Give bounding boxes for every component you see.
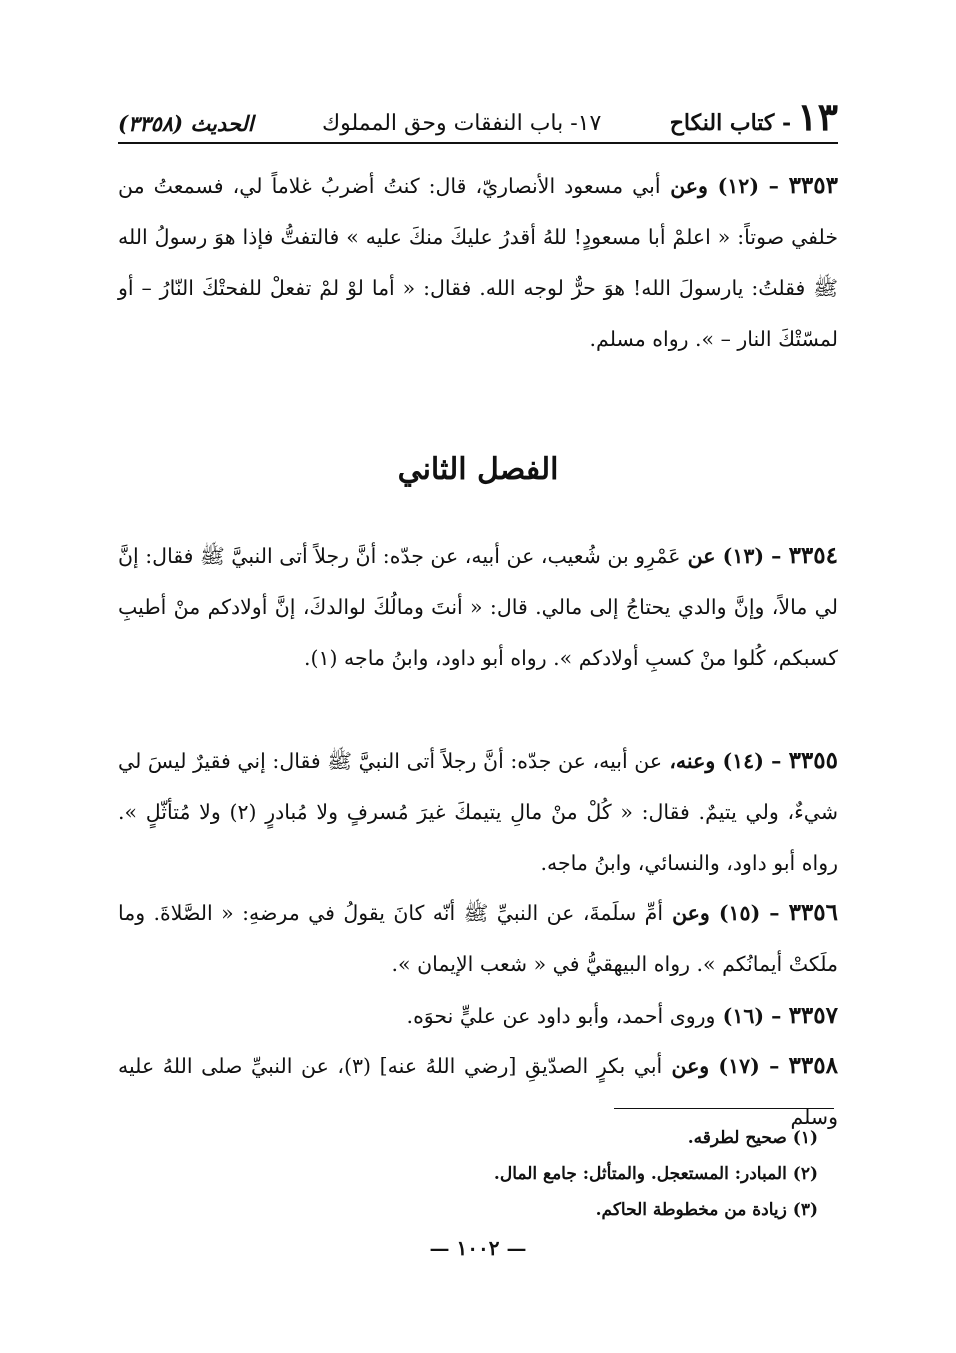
page-number: — ١٠٠٢ —	[429, 1236, 527, 1260]
chapter-heading	[669, 94, 838, 139]
hadith-text: عن أبيه، عن جدّه: أنَّ رجلاً أتى النبيَّ ﷺ فقال: إني فقيرٌ ليسَ لي شيءٌ، ولي يتيمٌ. فقال: « كُلْ منْ مالِ يتيمكَ غيرَ مُسرفٍ ولا مُبادرٍ (٢) ولا مُتأثّلٍ ». رواه أبو داود، والنسائي، وابنُ ماجه.	[118, 749, 838, 875]
hadith-3355	[118, 735, 838, 889]
hadith-number: ٣٣٥٧	[788, 1002, 838, 1029]
chapter-number: ١٣	[797, 94, 838, 139]
footnote-3: (٣) زيادة من مخطوطة الحاكم.	[595, 1200, 818, 1220]
hadith-text: عَمْرِو بن شُعيب، عن أبيه، عن جدّه: أنَّ رجلاً أتى النبيَّ ﷺ فقال: إنَّ لي مالاً، وإنَّ والدي يحتاجُ إلى مالي. قال: « أنتَ ومالُكَ لوالدكَ، إنَّ أولادكم منْ أطيبِ كسبكم، كُلوا منْ كسبِ أولادكم ». رواه أبو داود، وابنُ ماجه (١).	[118, 544, 838, 670]
page-header	[118, 92, 838, 144]
hadith-text: أبي مسعود الأنصاريّ، قال: كنتُ أضربُ غلاماً لي، فسمعتُ من خلفي صوتاً: « اعلمْ أبا مسعودٍ! للهُ أقدرُ عليكَ منكَ عليه » فالتفتُّ فإذا هوَ رسولُ الله ﷺ فقلتُ: يارسولَ الله! هوَ حرٌّ لوجه الله. فقال: « أما لوْ لمْ تفعلْ للفحتْكَ النّارُ – أو لمسّتْكَ النار – ». رواه مسلم.	[118, 174, 838, 351]
footnote-2: (٢) المبادر: المستعجل. والمتأثل: جامع المال.	[493, 1164, 818, 1184]
hadith-range: الحديث (٣٣٥٨)	[118, 111, 254, 136]
hadith-number: ٣٣٥٥	[788, 747, 838, 774]
hadith-text: أمِّ سلَمةَ، عن النبيِّ ﷺ أنّه كانَ يقولُ في مرضهِ: « الصَّلاةَ. وما ملَكتْ أيمانُكم ». رواه البيهقيُّ في « شعب الإيمان ».	[118, 901, 838, 976]
footnotes	[118, 1120, 818, 1228]
hadith-intro: – (١٦)	[715, 1004, 789, 1028]
hadith-number: ٣٣٥٤	[788, 542, 838, 569]
hadith-3353	[118, 160, 838, 365]
hadith-intro: – (١٣) عن	[680, 544, 789, 568]
hadith-text: وروى أحمد، وأبو داود عن عليٍّ نحوَه.	[406, 1004, 716, 1028]
chapter-title: - كتاب النكاح	[669, 110, 792, 136]
hadith-intro: – (١٥) وعن	[663, 901, 789, 925]
hadith-3356	[118, 887, 838, 990]
section-heading: الفصل الثاني	[397, 452, 559, 487]
hadith-number: ٣٣٥٨	[788, 1052, 838, 1079]
hadith-intro: – (١٧) وعن	[662, 1054, 789, 1078]
hadith-3354	[118, 530, 838, 684]
footnote-divider	[614, 1108, 834, 1109]
footnote-1: (١) صحيح لطرقه.	[687, 1128, 818, 1148]
hadith-intro: – (١٤) وعنه،	[662, 749, 789, 773]
hadith-intro: – (١٢) وعن	[660, 174, 789, 198]
hadith-3357	[118, 990, 838, 1042]
hadith-number: ٣٣٥٦	[788, 899, 838, 926]
hadith-number: ٣٣٥٣	[788, 172, 838, 199]
hadith-text: أبي بكرٍ الصدّيقِ [رضي اللهُ عنه] (٣)، عن النبيِّ صلى اللهُ عليه وسلم	[118, 1054, 838, 1129]
section-title-header: ١٧- باب النفقات وحق المملوك	[321, 111, 602, 136]
